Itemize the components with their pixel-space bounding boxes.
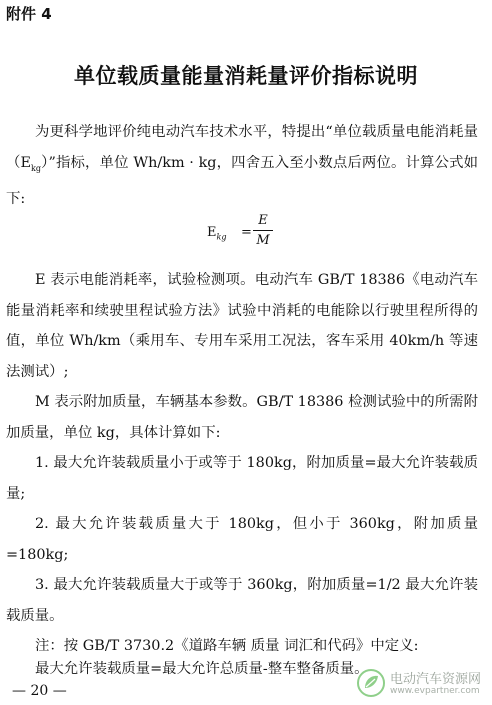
formula-equals: = [241, 225, 252, 240]
formula-lhs: $E_{kg}$ [207, 225, 227, 242]
intro-paragraph [6, 117, 478, 214]
fraction-bar [253, 230, 273, 231]
list-item-2: 2. 最大允许装载质量大于 180kg，但小于 360kg，附加质量=180kg; [6, 516, 478, 563]
list-item-1: 1. 最大允许装载质量小于或等于 180kg，附加质量=最大允许装载质量; [6, 455, 478, 502]
formula-numerator: E [258, 213, 268, 228]
intro-text-b: ）”指标，单位 Wh/km · kg，四舍五入至小数点后两位。计算公式如下: [6, 154, 478, 207]
watermark [356, 666, 490, 700]
formula-denominator: M [256, 233, 270, 248]
note-line-2: 最大允许装载质量=最大允许总质量-整车整备质量。 [35, 661, 369, 677]
formula-fraction [253, 212, 273, 249]
e-definition-paragraph: E 表示电能消耗率，试验检测项。电动汽车 GB/T 18386《电动汽车能量消耗率和续驶里程试验方法》试验中消耗的电能除以行驶里程所得的值，单位 Wh/km（乘用车、专用车采用工况法，客车采用 40km/h 等速法测试）; [6, 272, 478, 380]
leaf-logo-icon [356, 668, 386, 698]
watermark-name: 电动汽车资源网 [390, 672, 482, 687]
watermark-url: www.evpartner.com [390, 686, 480, 696]
attachment-label: 附件 4 [6, 5, 52, 23]
note-line-1: 注：按 GB/T 3730.2《道路车辆 质量 词汇和代码》中定义: [35, 638, 419, 654]
page-number: — 20 — [12, 683, 67, 699]
intro-subscript: kg [31, 163, 42, 173]
m-definition-paragraph: M 表示附加质量，车辆基本参数。GB/T 18386 检测试验中的所需附加质量，单位 kg，具体计算如下: [6, 394, 478, 441]
formula [207, 212, 297, 252]
document-title: 单位载质量能量消耗量评价指标说明 [74, 64, 418, 88]
intro-text-a: 为更科学地评价纯电动汽车技术水平，特提出“单位载质量电能消耗量（E [6, 124, 478, 171]
list-item-3: 3. 最大允许装载质量大于或等于 360kg，附加质量=1/2 最大允许装载质量。 [6, 577, 478, 624]
